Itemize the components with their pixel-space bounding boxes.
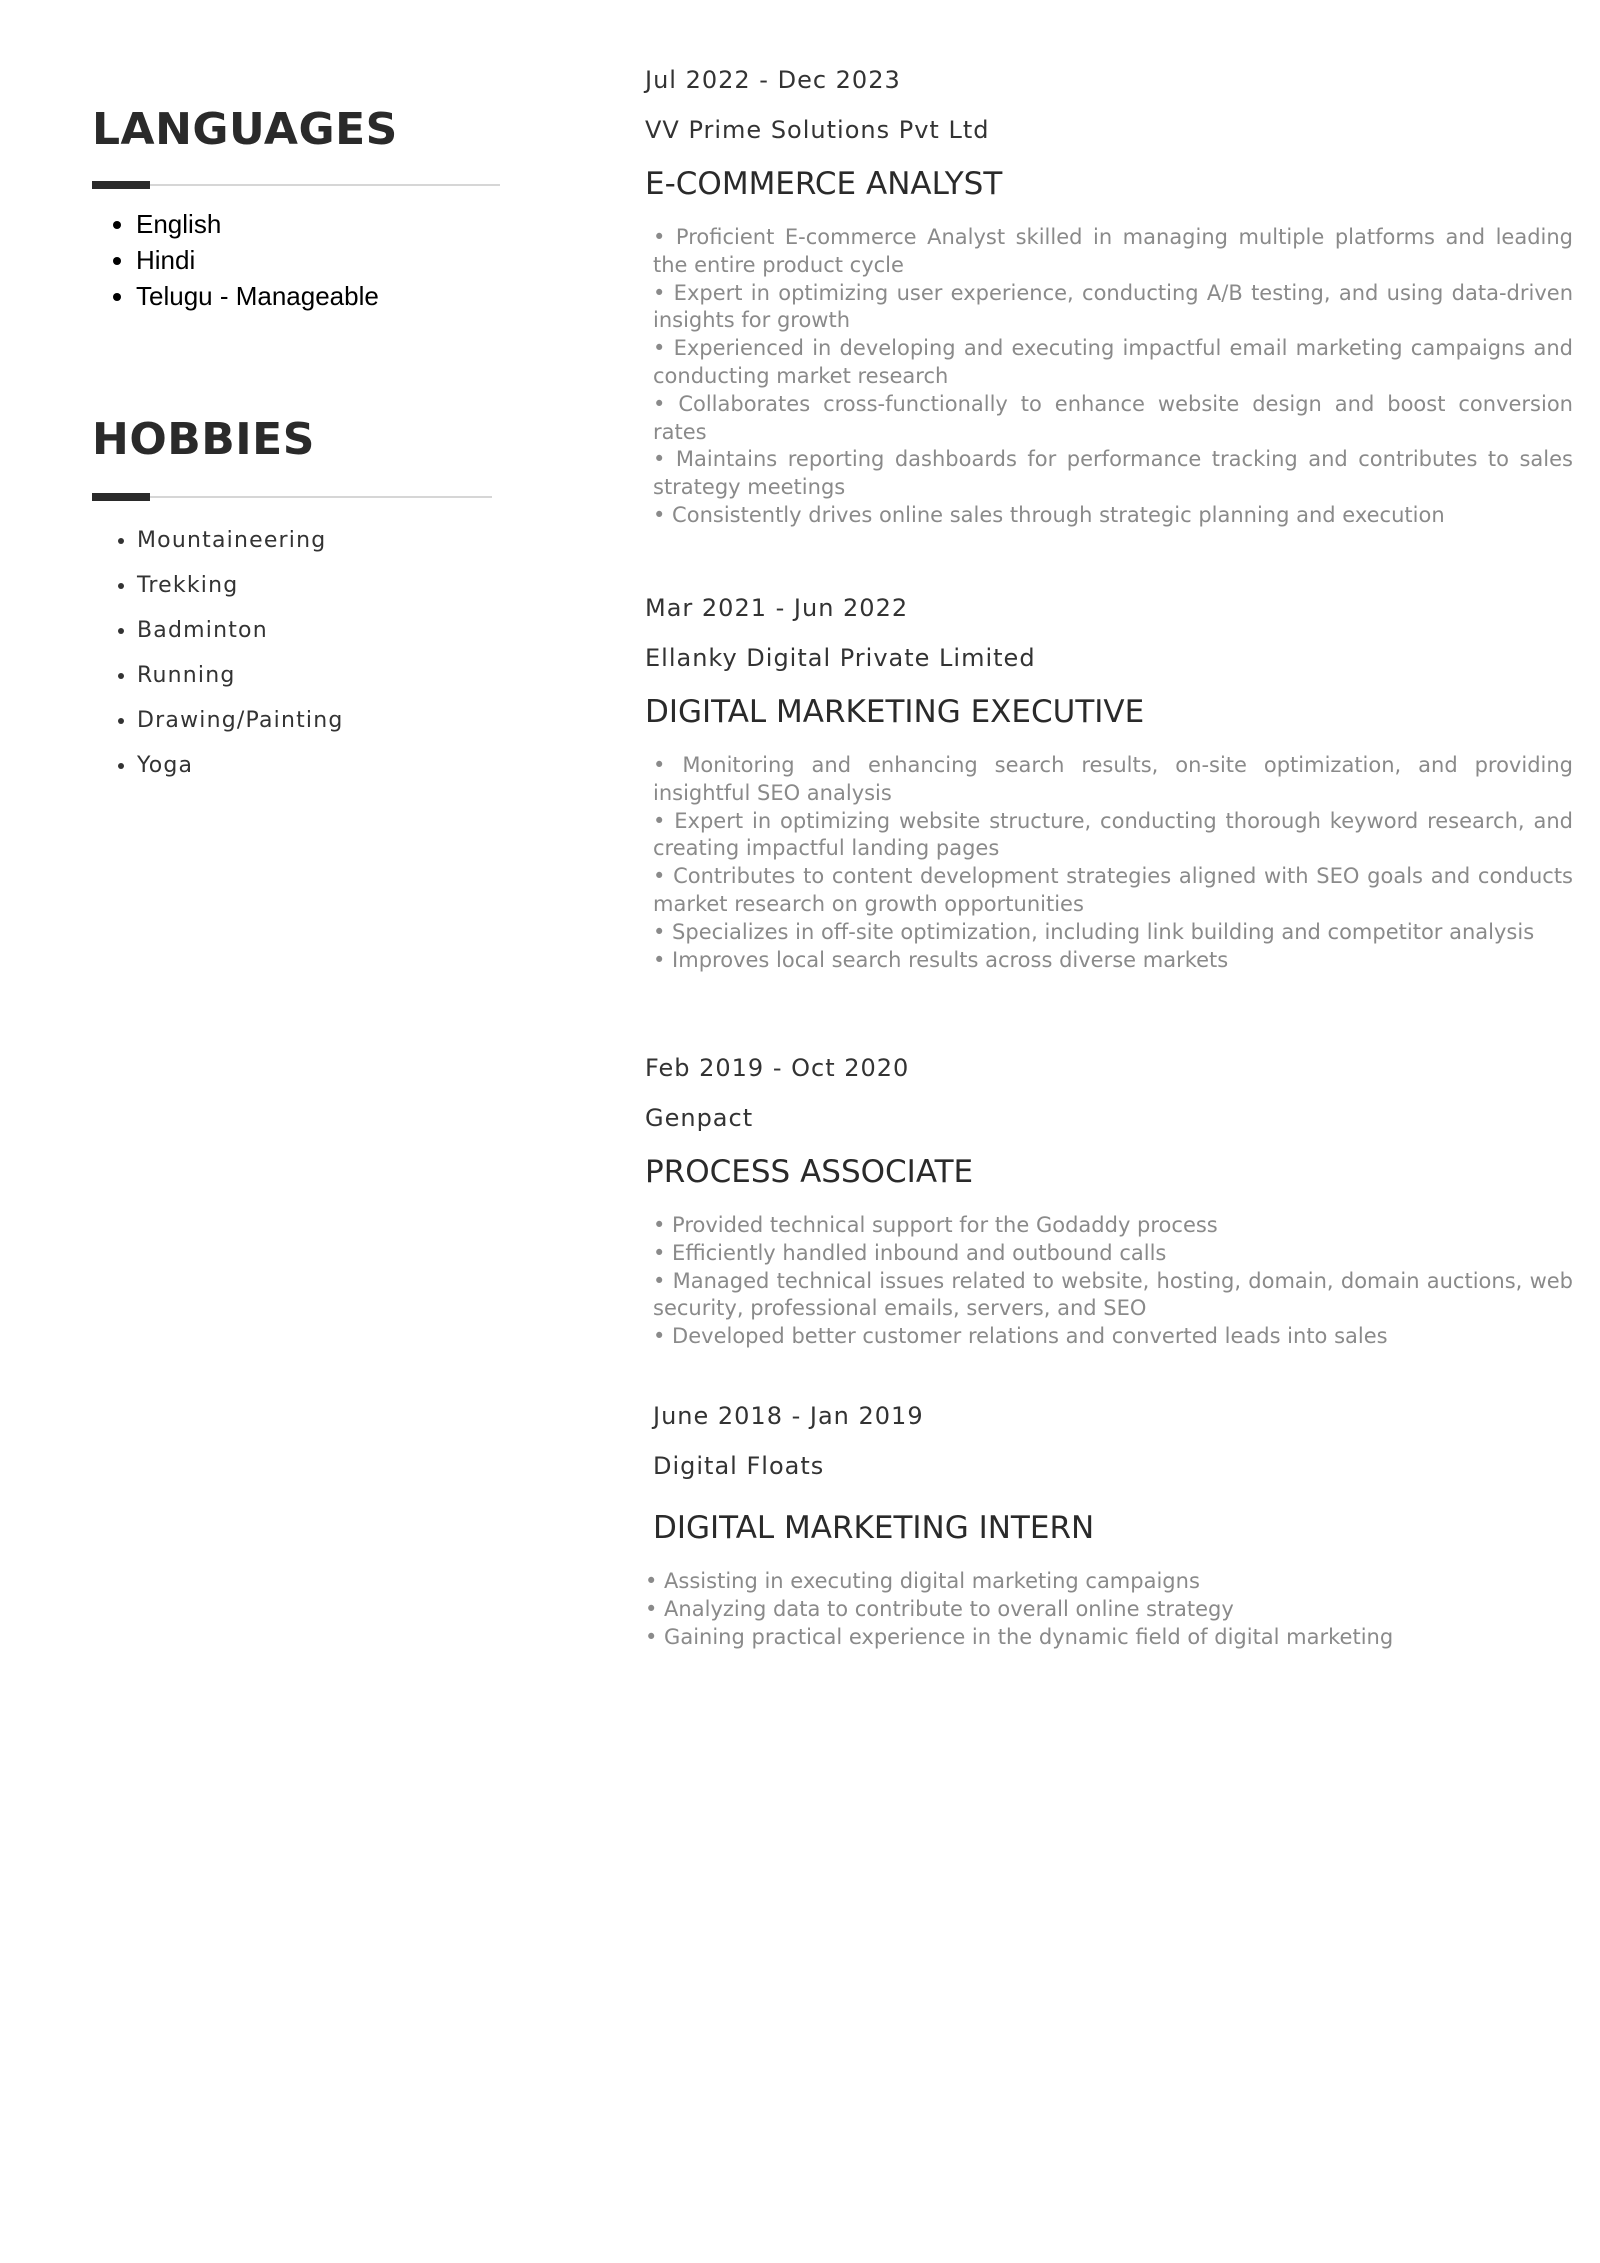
job-bullets	[645, 1212, 1573, 1351]
job-role: DIGITAL MARKETING EXECUTIVE	[645, 694, 1145, 730]
job-bullet: • Gaining practical experience in the dynamic field of digital marketing	[645, 1624, 1394, 1649]
job-company: Digital Floats	[653, 1452, 825, 1480]
hobbies-title: HOBBIES	[92, 414, 315, 465]
languages-divider	[92, 184, 500, 186]
job-role: E-COMMERCE ANALYST	[645, 166, 1003, 202]
job-bullet: • Collaborates cross-functionally to enhance website design and boost conversion rates	[653, 391, 1573, 444]
hobby-item: • Drawing/Painting	[137, 698, 344, 743]
job-bullet: • Developed better customer relations and converted leads into sales	[653, 1324, 1388, 1349]
job-bullet: • Consistently drives online sales through strategic planning and execution	[653, 502, 1445, 527]
hobby-item: • Running	[137, 653, 344, 698]
job-period: Feb 2019 - Oct 2020	[645, 1054, 910, 1082]
job-entry	[645, 1050, 1573, 1351]
job-bullet: • Expert in optimizing user experience, conducting A/B testing, and using data-driven insights for growth	[653, 280, 1573, 333]
job-bullet: • Expert in optimizing website structure, conducting thorough keyword research, and creating impactful landing pages	[653, 808, 1573, 861]
language-item: • English	[136, 206, 379, 242]
languages-title: LANGUAGES	[92, 104, 398, 155]
job-role: PROCESS ASSOCIATE	[645, 1154, 974, 1190]
job-bullets	[645, 752, 1573, 974]
language-item: • Hindi	[136, 242, 379, 278]
job-bullet: • Proficient E-commerce Analyst skilled in managing multiple platforms and leading the entire product cycle	[653, 225, 1573, 277]
job-entry	[645, 1398, 1573, 1651]
job-bullet: • Maintains reporting dashboards for performance tracking and contributes to sales strategy meetings	[653, 447, 1573, 500]
hobby-item: • Trekking	[137, 563, 344, 608]
hobby-item: • Yoga	[137, 743, 344, 788]
hobby-item: • Badminton	[137, 608, 344, 653]
job-bullets	[645, 224, 1573, 530]
job-period: Jul 2022 - Dec 2023	[645, 66, 901, 94]
job-bullet: • Improves local search results across diverse markets	[653, 947, 1229, 972]
job-company: VV Prime Solutions Pvt Ltd	[645, 116, 990, 144]
job-period: June 2018 - Jan 2019	[653, 1402, 924, 1430]
job-role: DIGITAL MARKETING INTERN	[653, 1510, 1095, 1546]
job-bullet: • Assisting in executing digital marketing campaigns	[645, 1569, 1200, 1593]
job-bullet: • Contributes to content development strategies aligned with SEO goals and conducts market research on growth opportunities	[653, 864, 1573, 916]
job-bullets	[645, 1568, 1573, 1651]
languages-list	[92, 206, 379, 314]
job-bullet: • Provided technical support for the Godaddy process	[653, 1213, 1218, 1237]
job-company: Ellanky Digital Private Limited	[645, 644, 1036, 672]
job-bullet: • Monitoring and enhancing search results, on-site optimization, and providing insightful SEO analysis	[653, 753, 1573, 805]
hobbies-divider	[92, 496, 492, 498]
job-bullet: • Experienced in developing and executing impactful email marketing campaigns and conducting market research	[653, 336, 1573, 388]
job-entry	[645, 590, 1573, 974]
job-bullet: • Analyzing data to contribute to overall online strategy	[645, 1596, 1234, 1621]
job-bullet: • Specializes in off-site optimization, including link building and competitor analysis	[653, 919, 1535, 944]
hobbies-list	[92, 518, 344, 788]
job-period: Mar 2021 - Jun 2022	[645, 594, 909, 622]
job-company: Genpact	[645, 1104, 754, 1132]
job-bullet: • Efficiently handled inbound and outbound calls	[653, 1240, 1167, 1265]
job-entry	[645, 62, 1573, 530]
job-bullet: • Managed technical issues related to website, hosting, domain, domain auctions, web security, professional emails, servers, and SEO	[653, 1268, 1573, 1321]
language-item: • Telugu - Manageable	[136, 278, 379, 314]
hobby-item: • Mountaineering	[137, 518, 344, 563]
